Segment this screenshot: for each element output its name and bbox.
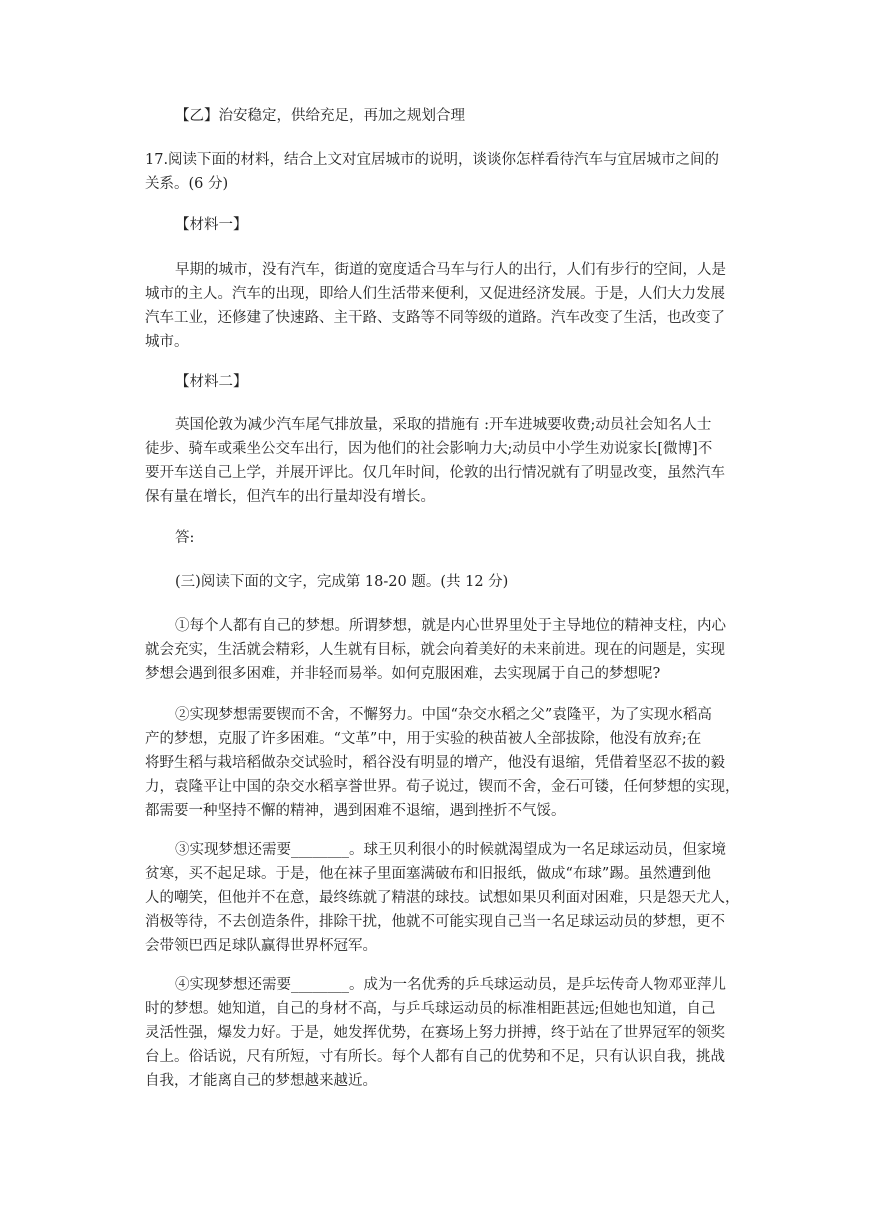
paragraph-line: 自我，才能离自己的梦想越来越近。 <box>145 1073 377 1089</box>
material-1-line: 汽车工业，还修建了快速路、主干路、支路等不同等级的道路。汽车改变了生活，也改变了 <box>145 310 725 326</box>
paragraph-line: 力，袁隆平让中国的杂交水稻享誉世界。荀子说过，锲而不舍，金石可镂，任何梦想的实现， <box>145 779 740 795</box>
paragraph-line: 会带领巴西足球队赢得世界杯冠军。 <box>145 938 377 954</box>
answer-label: 答: <box>175 530 195 546</box>
paragraph-1 <box>145 614 745 686</box>
paragraph-line: 灵活性强，爆发力好。于是，她发挥优势，在赛场上努力拼搏，终于站在了世界冠军的领奖 <box>145 1025 725 1041</box>
material-1-line: 城市的主人。汽车的出现，即给人们生活带来便利，又促进经济发展。于是，人们大力发展 <box>145 286 725 302</box>
paragraph-line: 产的梦想，克服了许多困难。“文革”中，用于实验的秧苗被人全部拔除，他没有放弃;在 <box>145 731 702 747</box>
material-1-line: 早期的城市，没有汽车，街道的宽度适合马车与行人的出行，人们有步行的空间，人是 <box>175 262 726 278</box>
paragraph-line: 贫寒，买不起足球。于是，他在袜子里面塞满破布和旧报纸，做成“布球”踢。虽然遭到他 <box>145 866 711 882</box>
material-1-line: 城市。 <box>145 334 189 350</box>
paragraph-line: 台上。俗话说，尺有所短，寸有所长。每个人都有自己的优势和不足，只有认识自我，挑战 <box>145 1049 725 1065</box>
material-2-line: 要开车送自己上学，并展开评比。仅几年时间，伦敦的出行情况就有了明显改变，虽然汽车 <box>145 465 725 481</box>
paragraph-line: 将野生稻与栽培稻做杂交试验时，稻谷没有明显的增产，他没有退缩，凭借着坚忍不拔的毅 <box>145 755 725 771</box>
paragraph-line: 人的嘲笑，但他并不在意，最终练就了精湛的球技。试想如果贝利面对困难，只是怨天尤人， <box>145 890 740 906</box>
paragraph-4 <box>145 973 745 1093</box>
material-2-line: 保有量在增长，但汽车的出行量却没有增长。 <box>145 489 435 505</box>
paragraph-line: ②实现梦想需要锲而不舍，不懈努力。中国“杂交水稻之父”袁隆平，为了实现水稻高 <box>175 707 712 723</box>
paragraph-line: 时的梦想。她知道，自己的身材不高，与乒乓球运动员的标准相距甚远;但她也知道，自己 <box>145 1001 716 1017</box>
paragraph-line: 梦想会遇到很多困难，并非轻而易举。如何克服困难，去实现属于自己的梦想呢? <box>145 666 661 682</box>
material-2-line: 徒步、骑车或乘坐公交车出行，因为他们的社会影响力大;动员中小学生劝说家长[微博]不 <box>145 441 713 457</box>
question-17-line: 关系。(6 分) <box>145 176 229 192</box>
paragraph-2 <box>145 703 745 823</box>
material-2-line: 英国伦敦为减少汽车尾气排放量，采取的措施有 :开车进城要收费;动员社会知名人士 <box>175 417 712 433</box>
paragraph-line: 都需要一种坚持不懈的精神，遇到困难不退缩，遇到挫折不气馁。 <box>145 803 566 819</box>
paragraph-line: 消极等待，不去创造条件，排除干扰，他就不可能实现自己当一名足球运动员的梦想，更不 <box>145 914 725 930</box>
answer-yi: 【乙】治安稳定，供给充足，再加之规划合理 <box>175 108 465 124</box>
paragraph-line: ③实现梦想还需要________。球王贝利很小的时候就渴望成为一名足球运动员，但家境 <box>175 842 726 858</box>
paragraph-line: ①每个人都有自己的梦想。所谓梦想，就是内心世界里处于主导地位的精神支柱，内心 <box>175 618 726 634</box>
material-1-heading: 【材料一】 <box>175 217 248 233</box>
question-17 <box>145 148 745 196</box>
material-1-text <box>145 258 745 354</box>
question-17-line: 17.阅读下面的材料，结合上文对宜居城市的说明，谈谈你怎样看待汽车与宜居城市之间的 <box>145 152 720 168</box>
material-2-text <box>145 413 745 509</box>
paragraph-line: ④实现梦想还需要________。成为一名优秀的乒乓球运动员，是乒坛传奇人物邓亚萍儿 <box>175 977 726 993</box>
material-2-heading: 【材料二】 <box>175 374 248 390</box>
paragraph-line: 就会充实，生活就会精彩，人生就有目标，就会向着美好的未来前进。现在的问题是，实现 <box>145 642 725 658</box>
paragraph-3 <box>145 838 745 958</box>
section-3-heading: (三)阅读下面的文字，完成第 18-20 题。(共 12 分) <box>175 574 509 590</box>
